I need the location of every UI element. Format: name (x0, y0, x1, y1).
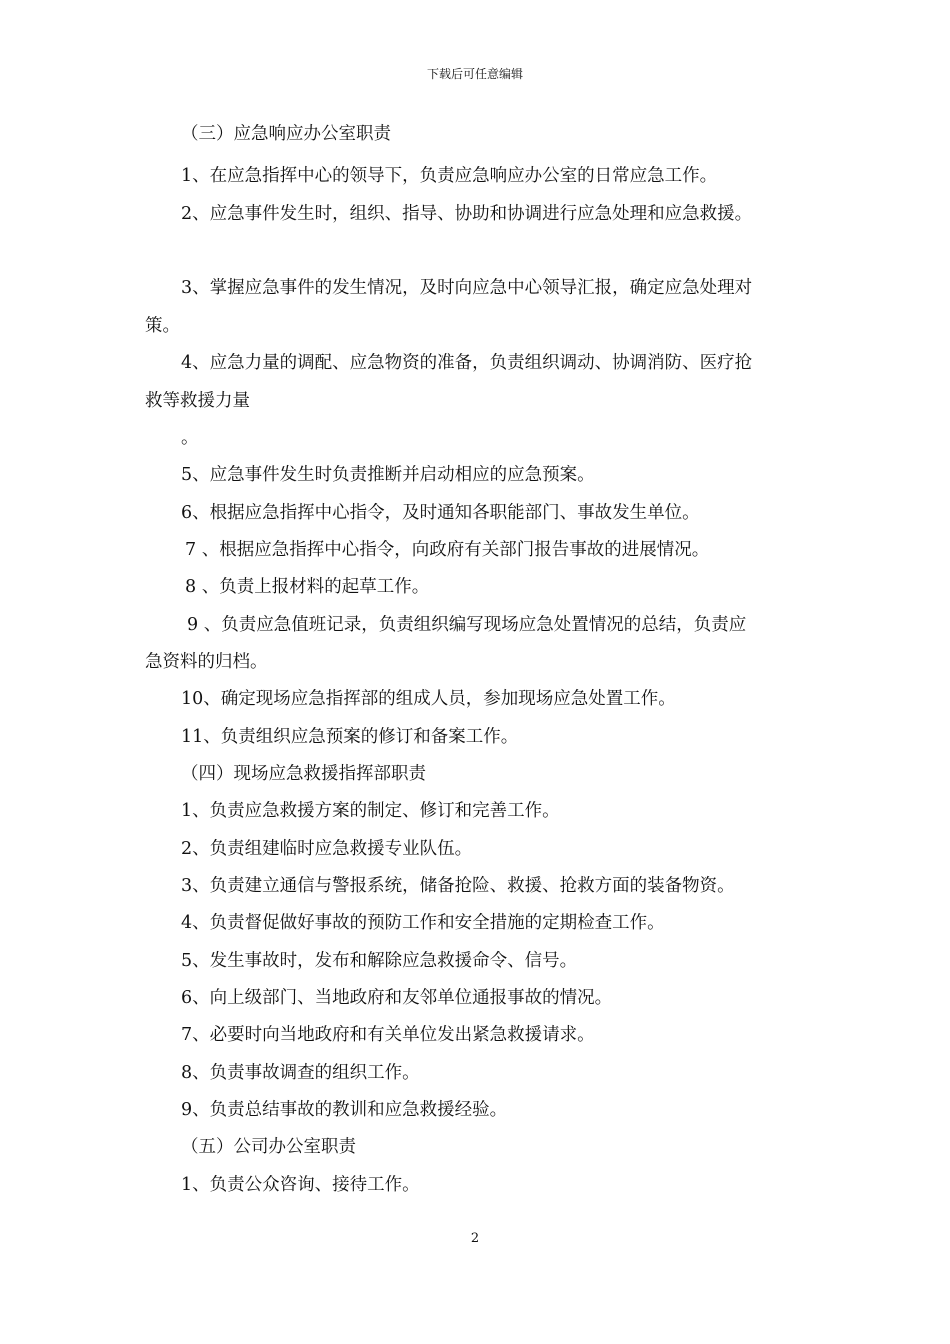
paragraph-line: 6、向上级部门、当地政府和友邻单位通报事故的情况。 (181, 988, 613, 1008)
paragraph-line: 1、在应急指挥中心的领导下，负责应急响应办公室的日常应急工作。 (181, 166, 718, 186)
paragraph-line: 10、确定现场应急指挥部的组成人员，参加现场应急处置工作。 (181, 689, 676, 709)
paragraph-line: 救等救援力量 (145, 391, 250, 411)
section-heading: （五）公司办公室职责 (181, 1137, 356, 1157)
paragraph-line: 策。 (145, 316, 180, 336)
paragraph-line: 7、必要时向当地政府和有关单位发出紧急救援请求。 (181, 1025, 595, 1045)
paragraph-line: 1、负责公众咨询、接待工作。 (181, 1175, 420, 1195)
paragraph-line: 5、发生事故时，发布和解除应急救援命令、信号。 (181, 951, 578, 971)
paragraph-line: 1、负责应急救援方案的制定、修订和完善工作。 (181, 801, 560, 821)
paragraph-line: 5、应急事件发生时负责推断并启动相应的应急预案。 (181, 465, 595, 485)
paragraph-line: 4、应急力量的调配、应急物资的准备，负责组织调动、协调消防、医疗抢 (181, 353, 753, 373)
paragraph-line: 7 、根据应急指挥中心指令，向政府有关部门报告事故的进展情况。 (185, 540, 710, 560)
section-heading: （四）现场应急救援指挥部职责 (181, 764, 426, 784)
paragraph-line: 。 (181, 428, 199, 448)
paragraph-line: 6、根据应急指挥中心指令，及时通知各职能部门、事故发生单位。 (181, 503, 700, 523)
paragraph-line: 9、负责总结事故的教训和应急救援经验。 (181, 1100, 508, 1120)
paragraph-line: 急资料的归档。 (145, 652, 268, 672)
paragraph-line: 3、掌握应急事件的发生情况，及时向应急中心领导汇报，确定应急处理对 (181, 278, 753, 298)
paragraph-line: 3、负责建立通信与警报系统，储备抢险、救援、抢救方面的装备物资。 (181, 876, 735, 896)
section-heading: （三）应急响应办公室职责 (181, 124, 391, 144)
paragraph-line: 2、应急事件发生时，组织、指导、协助和协调进行应急处理和应急救援。 (181, 204, 753, 224)
paragraph-line: 11、负责组织应急预案的修订和备案工作。 (181, 727, 519, 747)
paragraph-line: 4、负责督促做好事故的预防工作和安全措施的定期检查工作。 (181, 913, 665, 933)
paragraph-line: 9 、负责应急值班记录，负责组织编写现场应急处置情况的总结，负责应 (187, 615, 747, 635)
page-number: 2 (470, 1231, 480, 1246)
paragraph-line: 2、负责组建临时应急救援专业队伍。 (181, 839, 473, 859)
paragraph-line: 8、负责事故调查的组织工作。 (181, 1063, 420, 1083)
page-header: 下载后可任意编辑 (426, 67, 523, 81)
paragraph-line: 8 、负责上报材料的起草工作。 (185, 577, 430, 597)
